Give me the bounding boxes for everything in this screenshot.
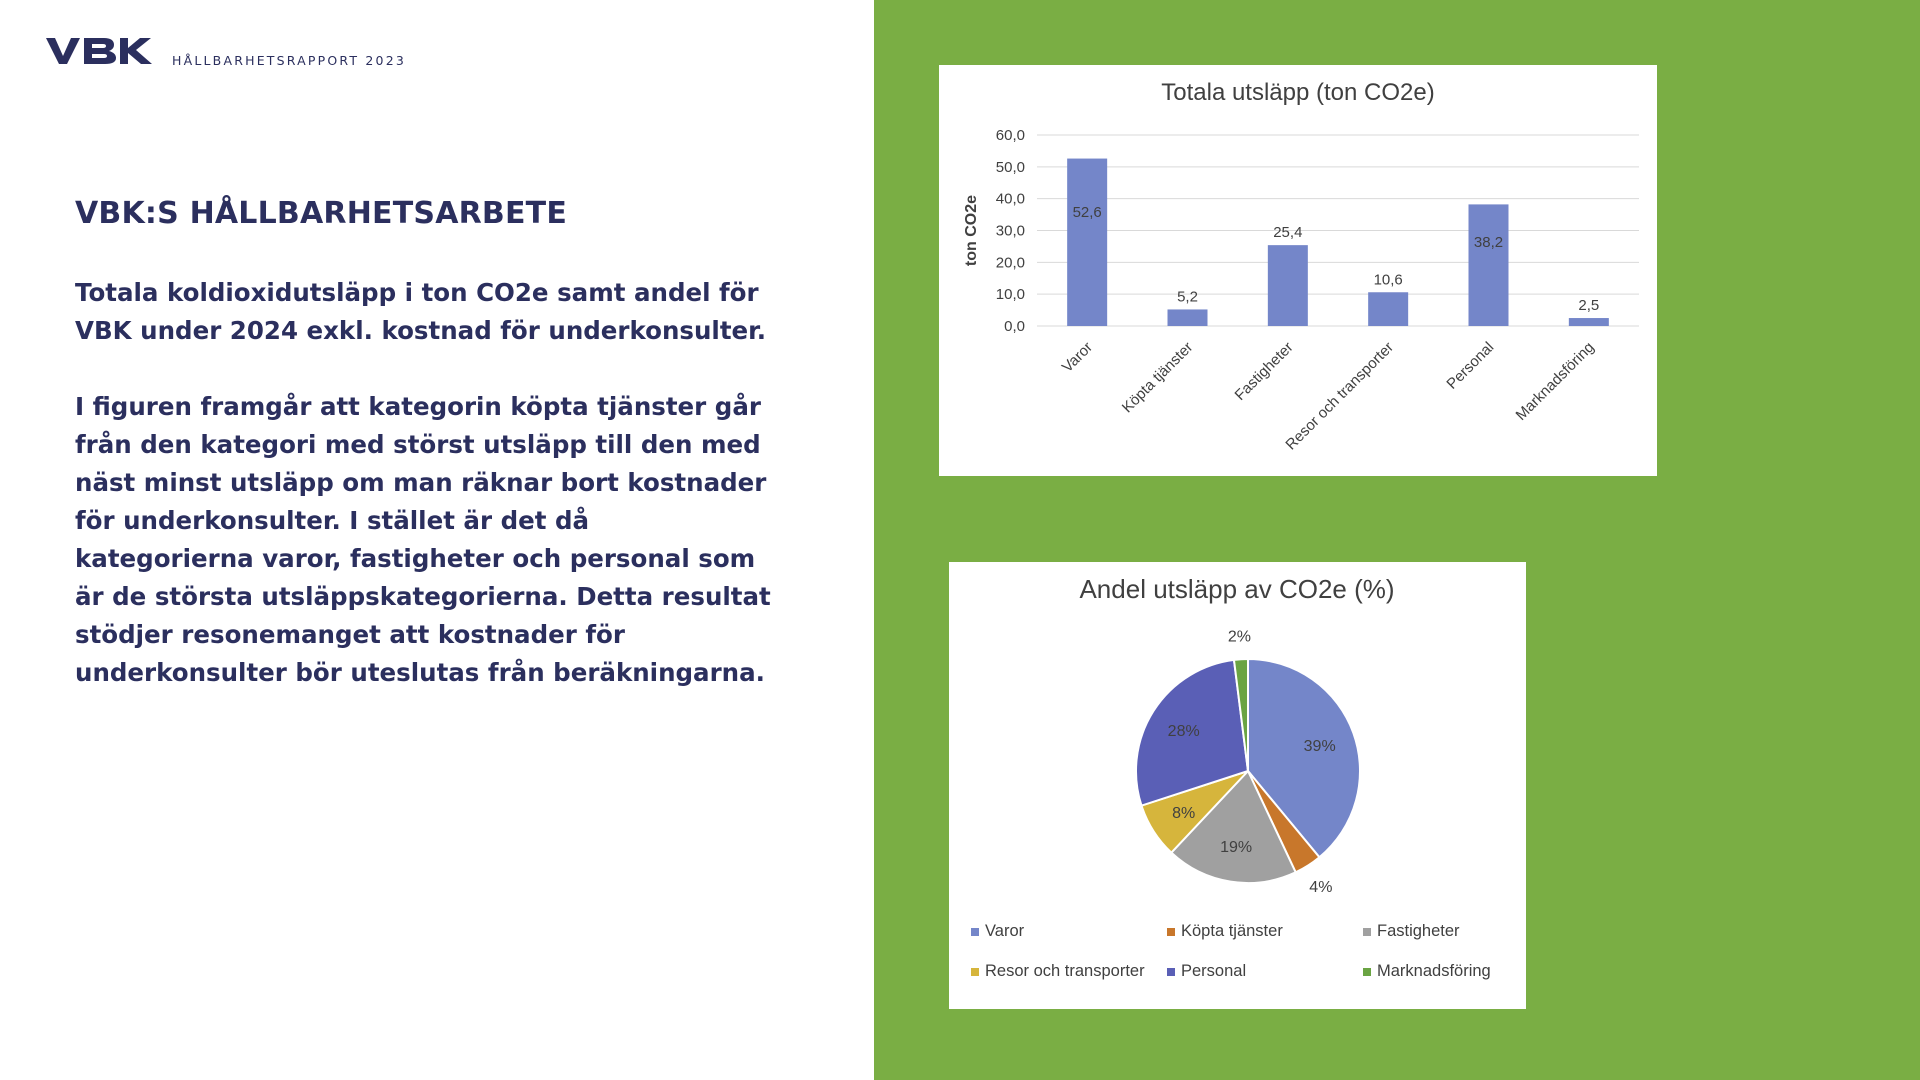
x-tick-label: Köpta tjänster xyxy=(1118,338,1197,417)
y-tick-label: 20,0 xyxy=(995,254,1025,272)
pie-value-label: 2% xyxy=(1227,628,1252,646)
x-tick-label: Fastigheter xyxy=(1231,338,1297,404)
legend-swatch xyxy=(1167,968,1175,976)
pie-value-label: 19% xyxy=(1220,839,1253,857)
bar-value-label: 38,2 xyxy=(1473,233,1504,251)
bar xyxy=(1368,292,1408,326)
text-panel xyxy=(0,0,874,1080)
legend-label: Marknadsföring xyxy=(1377,962,1491,980)
legend-item xyxy=(971,962,1145,980)
legend-swatch xyxy=(1363,928,1371,936)
legend-label: Köpta tjänster xyxy=(1181,922,1283,940)
pie-value-label: 28% xyxy=(1167,723,1200,741)
y-tick-label: 30,0 xyxy=(995,222,1025,240)
legend-item xyxy=(1167,922,1283,940)
bar-chart-panel xyxy=(939,65,1657,476)
intro-paragraph: Totala koldioxidutsläpp i ton CO2e samt andel för VBK under 2024 exkl. kostnad för underkonsulter. xyxy=(75,278,767,345)
legend-swatch xyxy=(971,968,979,976)
bar xyxy=(1067,159,1107,326)
y-tick-label: 0,0 xyxy=(1004,318,1025,335)
body-paragraph: I figuren framgår att kategorin köpta tjänster går från den kategori med störst utsläpp till den med näst minst utsläpp om man räknar bort kostnader för underkonsulter. I stället är det då kategorierna varor, fastigheter och personal som är de största utsläppskategorierna. Detta resultat stödjer resonemanget att kostnader för underkonsulter bör uteslutas från beräkningarna. xyxy=(75,392,771,687)
legend-label: Varor xyxy=(985,922,1025,940)
bar-value-label: 25,4 xyxy=(1273,224,1303,242)
legend-label: Fastigheter xyxy=(1377,922,1460,940)
pie-value-label: 39% xyxy=(1303,738,1336,756)
bar-value-label: 5,2 xyxy=(1177,288,1198,306)
bar-value-label: 2,5 xyxy=(1578,297,1600,315)
pie-chart-panel xyxy=(949,562,1526,1009)
pie-value-label: 8% xyxy=(1172,804,1196,822)
page-title: VBK:S HÅLLBARHETSARBETE xyxy=(75,196,568,231)
y-tick-label: 40,0 xyxy=(995,190,1025,208)
bar-value-label: 52,6 xyxy=(1072,204,1102,222)
x-tick-label: Varor xyxy=(1058,338,1096,376)
bar-chart-title: Totala utsläpp (ton CO2e) xyxy=(1161,79,1435,106)
report-label: HÅLLBARHETSRAPPORT 2023 xyxy=(172,53,406,68)
legend-label: Personal xyxy=(1181,962,1247,980)
bar-value-label: 10,6 xyxy=(1373,271,1403,289)
legend-item xyxy=(1167,962,1246,980)
pie-chart xyxy=(949,562,1526,1009)
y-axis-label: ton CO2e xyxy=(963,194,980,267)
legend-swatch xyxy=(971,928,979,936)
bar xyxy=(1569,318,1609,326)
legend-swatch xyxy=(1363,968,1371,976)
legend-item xyxy=(971,922,1025,940)
legend-item xyxy=(1363,962,1491,980)
bar xyxy=(1168,309,1208,326)
x-tick-label: Personal xyxy=(1443,338,1498,393)
vbk-logo xyxy=(46,36,152,66)
legend-swatch xyxy=(1167,928,1175,936)
y-tick-label: 60,0 xyxy=(995,127,1025,144)
bar xyxy=(1268,245,1308,326)
x-tick-label: Marknadsföring xyxy=(1512,338,1598,424)
x-tick-label: Resor och transporter xyxy=(1282,338,1397,454)
bar-chart xyxy=(939,65,1657,476)
bar xyxy=(1469,204,1509,326)
pie-value-label: 4% xyxy=(1309,878,1333,896)
y-tick-label: 10,0 xyxy=(995,286,1025,304)
pie-chart-title: Andel utsläpp av CO2e (%) xyxy=(1079,574,1395,604)
legend-label: Resor och transporter xyxy=(985,962,1145,980)
y-tick-label: 50,0 xyxy=(995,158,1025,176)
legend-item xyxy=(1363,922,1460,940)
